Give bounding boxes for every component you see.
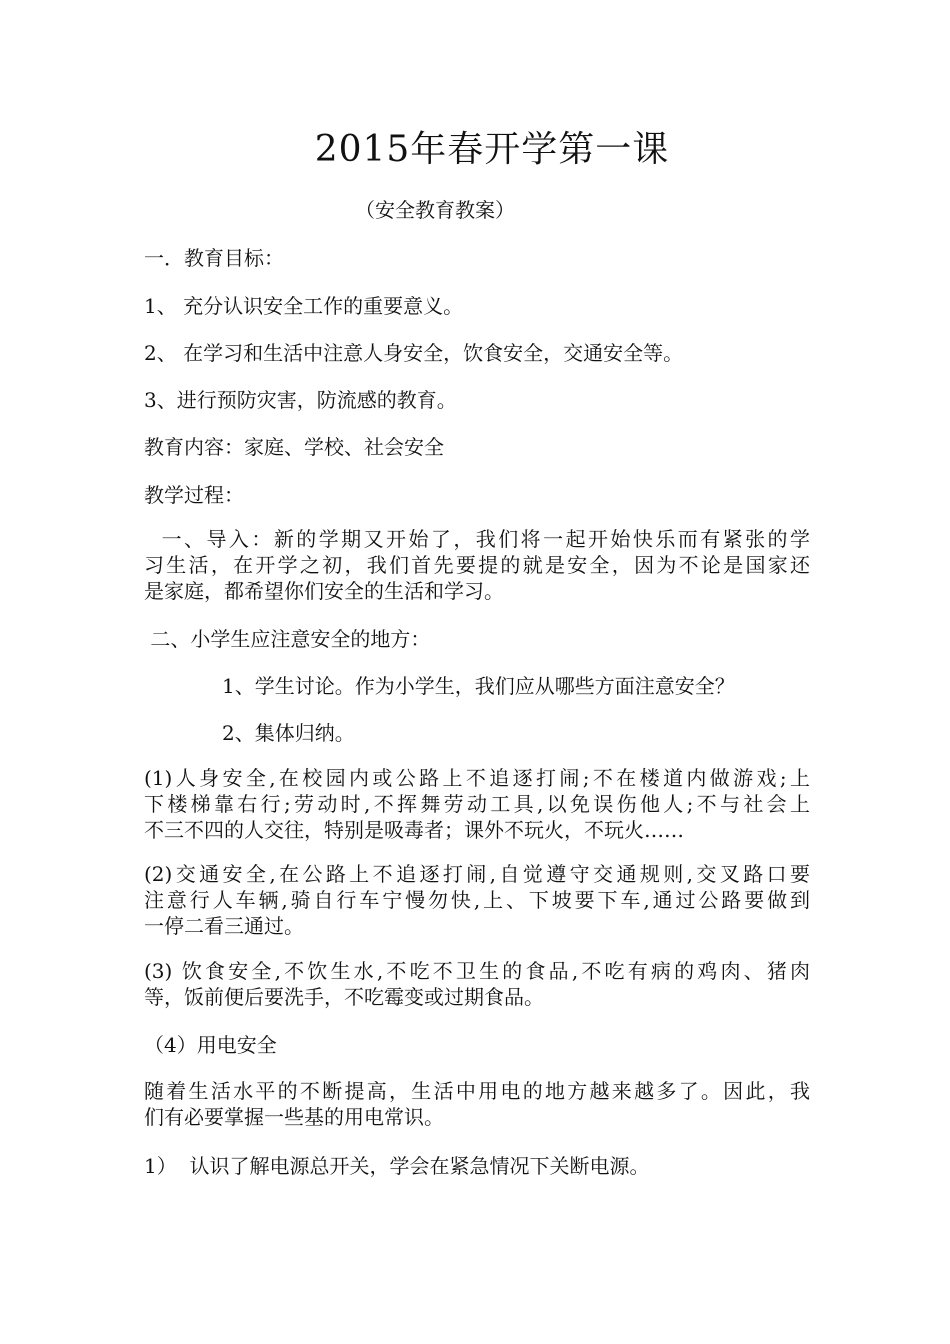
paragraph-line: 下楼梯靠右行;劳动时,不挥舞劳动工具,以免误伤他人;不与社会上 <box>144 792 810 816</box>
paragraph-line: 一、导入：新的学期又开始了，我们将一起开始快乐而有紧张的学 <box>144 527 810 551</box>
paragraph-line: 等，饭前便后要洗手，不吃霉变或过期食品。 <box>144 985 544 1009</box>
document-title: 2015年春开学第一课 <box>314 129 670 170</box>
goal-item-3: 3、进行预防灾害，防流感的教育。 <box>144 388 457 412</box>
safety-item-personal <box>144 765 810 843</box>
document-subtitle: （安全教育教案） <box>355 198 515 222</box>
paragraph-line: 们有必要掌握一些基的用电常识。 <box>144 1105 444 1129</box>
safety-item-electric-heading: （4）用电安全 <box>144 1033 277 1057</box>
intro-paragraph <box>144 526 810 604</box>
paragraph-line: 习生活，在开学之初，我们首先要提的就是安全，因为不论是国家还 <box>144 553 810 577</box>
paragraph-line: (1)人身安全,在校园内或公路上不追逐打闹;不在楼道内做游戏;上 <box>144 766 810 790</box>
discussion-item: 1、学生讨论。作为小学生，我们应从哪些方面注意安全？ <box>222 674 735 698</box>
goal-item-2: 2、 在学习和生活中注意人身安全，饮食安全，交通安全等。 <box>144 341 684 365</box>
paragraph-line: (3) 饮食安全,不饮生水,不吃不卫生的食品,不吃有病的鸡肉、猪肉 <box>144 959 810 983</box>
paragraph-line: 随着生活水平的不断提高，生活中用电的地方越来越多了。因此，我 <box>144 1079 810 1103</box>
section-heading-goals: 一．教育目标： <box>144 246 284 270</box>
goal-item-1: 1、 充分认识安全工作的重要意义。 <box>144 294 464 318</box>
paragraph-line: 注意行人车辆,骑自行车宁慢勿快,上、下坡要下车,通过公路要做到 <box>144 888 810 912</box>
section-heading-two: 二、小学生应注意安全的地方： <box>144 627 431 651</box>
electric-item-1: 1） 认识了解电源总开关，学会在紧急情况下关断电源。 <box>144 1154 650 1178</box>
paragraph-line: 一停二看三通过。 <box>144 914 304 938</box>
paragraph-line: 是家庭，都希望你们安全的生活和学习。 <box>144 579 504 603</box>
education-content: 教育内容：家庭、学校、社会安全 <box>144 435 444 459</box>
teaching-process-heading: 教学过程： <box>144 483 244 507</box>
summary-item: 2、集体归纳。 <box>222 721 355 745</box>
paragraph-line: 不三不四的人交往，特别是吸毒者；课外不玩火，不玩火…… <box>144 818 684 842</box>
safety-item-traffic <box>144 861 810 939</box>
paragraph-line: (2)交通安全,在公路上不追逐打闹,自觉遵守交通规则,交叉路口要 <box>144 862 810 886</box>
safety-item-food <box>144 958 810 1010</box>
electric-paragraph <box>144 1078 810 1130</box>
